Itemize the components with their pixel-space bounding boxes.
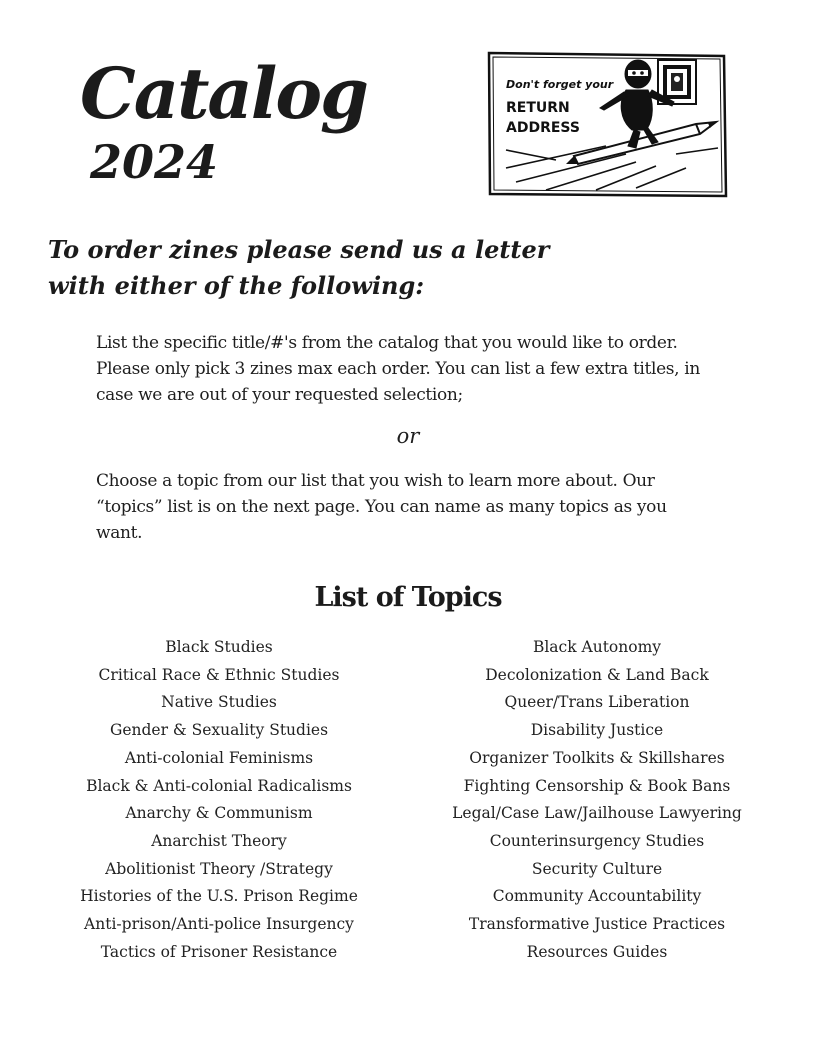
topic-item: Anti-prison/Anti-police Insurgency [84,915,354,934]
topic-item: Legal/Case Law/Jailhouse Lawyering [452,804,742,823]
page-title: Catalog [80,52,367,135]
order-option-titles [96,330,776,408]
topic-item: Black & Anti-colonial Radicalisms [86,776,352,795]
order-option-topics [96,468,776,546]
topic-item: Native Studies [161,693,277,712]
stamp-address: ADDRESS [506,120,580,136]
paragraph-line: List the specific title/#'s from the catalog that you would like to order. [96,333,678,353]
topic-item: Critical Race & Ethnic Studies [98,665,340,684]
topic-item: Tactics of Prisoner Resistance [100,942,338,961]
topic-item: Community Accountability [492,887,702,906]
topic-item: Fighting Censorship & Book Bans [463,776,731,795]
topic-item: Organizer Toolkits & Skillshares [469,748,725,767]
topic-item: Black Autonomy [532,638,662,656]
topic-item: Anarchist Theory [151,831,287,850]
paragraph-line: Please only pick 3 zines max each order. You can list a few extra titles, in [96,359,700,379]
return-address-illustration [486,50,728,200]
topic-item: Gender & Sexuality Studies [109,721,329,740]
topic-item: Disability Justice [530,721,664,740]
topics-list-right [436,634,758,966]
topic-item: Abolitionist Theory /Strategy [105,859,333,878]
topic-item: Resources Guides [526,942,668,961]
order-heading-line: with either of the following: [48,271,425,300]
topics-list-left [60,634,378,966]
topics-heading: List of Topics [314,582,502,613]
stamp-tagline: Don't forget your [506,78,614,91]
paragraph-line: “topics” list is on the next page. You can name as many topics as you [96,497,667,517]
or-separator: or [396,424,420,448]
topic-item: Histories of the U.S. Prison Regime [80,887,358,906]
topic-item: Decolonization & Land Back [485,665,709,684]
paragraph-line: Choose a topic from our list that you wish to learn more about. Our [96,471,655,491]
catalog-year: 2024 [90,135,219,189]
order-instructions-heading [48,232,608,304]
paragraph-line: want. [96,523,143,543]
topic-item: Queer/Trans Liberation [504,693,690,712]
topic-item: Anarchy & Communism [125,804,313,823]
topic-item: Transformative Justice Practices [468,915,726,934]
order-heading-line: To order zines please send us a letter [48,235,550,264]
stamp-return: RETURN [506,100,570,116]
topic-item: Security Culture [531,859,663,878]
topic-item: Anti-colonial Feminisms [124,748,314,767]
topic-item: Counterinsurgency Studies [489,831,705,850]
topic-item: Black Studies [165,638,273,656]
paragraph-line: case we are out of your requested selection; [96,385,463,405]
ninja-envelope-illustration [486,50,728,200]
